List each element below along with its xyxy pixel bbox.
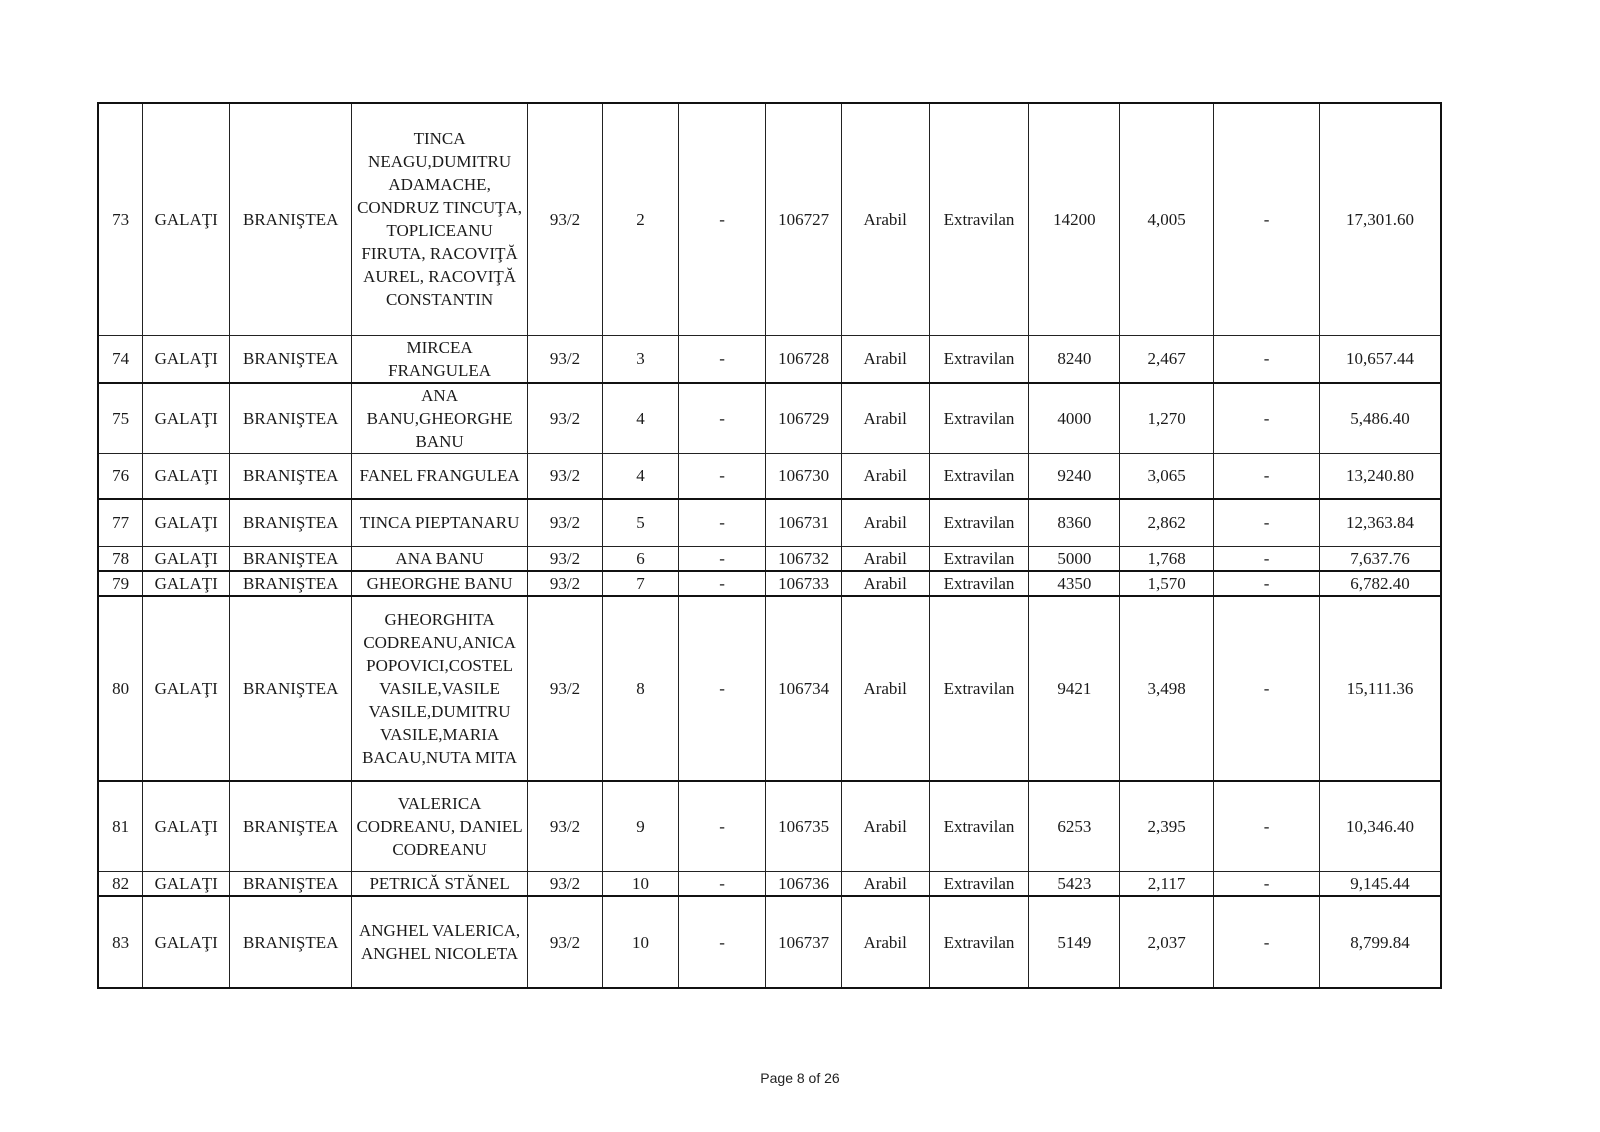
owner-cell: ANA BANU	[352, 546, 527, 571]
placeholder-cell: -	[1214, 896, 1320, 988]
zone-cell: Extravilan	[929, 872, 1029, 897]
owner-cell: MIRCEA FRANGULEA	[352, 335, 527, 383]
county-cell: GALAŢI	[143, 335, 230, 383]
land-use-cell: Arabil	[841, 383, 929, 454]
county-cell: GALAŢI	[143, 781, 230, 872]
cf-cell: -	[678, 896, 766, 988]
table-row	[98, 896, 1441, 988]
tarla-cell: 93/2	[527, 453, 602, 499]
row-number-cell: 74	[98, 335, 143, 383]
placeholder-cell: -	[1214, 453, 1320, 499]
owner-cell: FANEL FRANGULEA	[352, 453, 527, 499]
county-cell: GALAŢI	[143, 103, 230, 335]
amount-cell: 13,240.80	[1320, 453, 1441, 499]
row-number-cell: 75	[98, 383, 143, 454]
row-number-cell: 80	[98, 596, 143, 781]
locality-cell: BRANIŞTEA	[230, 335, 352, 383]
amount-cell: 17,301.60	[1320, 103, 1441, 335]
locality-cell: BRANIŞTEA	[230, 383, 352, 454]
owner-cell: TINCA NEAGU,DUMITRU ADAMACHE, CONDRUZ TINCUŢA, TOPLICEANU FIRUTA, RACOVIŢĂ AUREL, RACOVIŢĂ CONSTANTIN	[352, 103, 527, 335]
tarla-cell: 93/2	[527, 896, 602, 988]
row-number-cell: 83	[98, 896, 143, 988]
parcel-table	[97, 102, 1442, 989]
row-number-cell: 81	[98, 781, 143, 872]
row-number-cell: 73	[98, 103, 143, 335]
cf-cell: -	[678, 499, 766, 546]
cadastral-number-cell: 106728	[766, 335, 841, 383]
table-row	[98, 571, 1441, 596]
unit-value-cell: 2,467	[1120, 335, 1214, 383]
area-cell: 5149	[1029, 896, 1120, 988]
amount-cell: 5,486.40	[1320, 383, 1441, 454]
table-row	[98, 596, 1441, 781]
tarla-cell: 93/2	[527, 872, 602, 897]
cf-cell: -	[678, 596, 766, 781]
unit-value-cell: 1,570	[1120, 571, 1214, 596]
land-use-cell: Arabil	[841, 781, 929, 872]
cadastral-number-cell: 106727	[766, 103, 841, 335]
placeholder-cell: -	[1214, 781, 1320, 872]
cadastral-number-cell: 106734	[766, 596, 841, 781]
tarla-cell: 93/2	[527, 383, 602, 454]
county-cell: GALAŢI	[143, 596, 230, 781]
cf-cell: -	[678, 335, 766, 383]
table-row	[98, 499, 1441, 546]
locality-cell: BRANIŞTEA	[230, 546, 352, 571]
locality-cell: BRANIŞTEA	[230, 872, 352, 897]
placeholder-cell: -	[1214, 872, 1320, 897]
area-cell: 9240	[1029, 453, 1120, 499]
cadastral-number-cell: 106732	[766, 546, 841, 571]
owner-cell: GHEORGHITA CODREANU,ANICA POPOVICI,COSTEL VASILE,VASILE VASILE,DUMITRU VASILE,MARIA BACAU,NUTA MITA	[352, 596, 527, 781]
zone-cell: Extravilan	[929, 781, 1029, 872]
parcel-cell: 10	[603, 872, 678, 897]
parcel-cell: 8	[603, 596, 678, 781]
parcel-cell: 7	[603, 571, 678, 596]
area-cell: 6253	[1029, 781, 1120, 872]
land-use-cell: Arabil	[841, 335, 929, 383]
locality-cell: BRANIŞTEA	[230, 781, 352, 872]
amount-cell: 8,799.84	[1320, 896, 1441, 988]
land-use-cell: Arabil	[841, 571, 929, 596]
amount-cell: 10,346.40	[1320, 781, 1441, 872]
placeholder-cell: -	[1214, 383, 1320, 454]
county-cell: GALAŢI	[143, 546, 230, 571]
tarla-cell: 93/2	[527, 571, 602, 596]
tarla-cell: 93/2	[527, 546, 602, 571]
table-row	[98, 335, 1441, 383]
owner-cell: PETRICĂ STĂNEL	[352, 872, 527, 897]
cf-cell: -	[678, 103, 766, 335]
cf-cell: -	[678, 571, 766, 596]
land-use-cell: Arabil	[841, 896, 929, 988]
table-row	[98, 383, 1441, 454]
area-cell: 4350	[1029, 571, 1120, 596]
unit-value-cell: 2,037	[1120, 896, 1214, 988]
cf-cell: -	[678, 546, 766, 571]
placeholder-cell: -	[1214, 546, 1320, 571]
row-number-cell: 77	[98, 499, 143, 546]
cadastral-number-cell: 106733	[766, 571, 841, 596]
area-cell: 14200	[1029, 103, 1120, 335]
owner-cell: ANA BANU,GHEORGHE BANU	[352, 383, 527, 454]
unit-value-cell: 1,768	[1120, 546, 1214, 571]
land-use-cell: Arabil	[841, 596, 929, 781]
locality-cell: BRANIŞTEA	[230, 499, 352, 546]
parcel-cell: 4	[603, 453, 678, 499]
parcel-cell: 4	[603, 383, 678, 454]
placeholder-cell: -	[1214, 335, 1320, 383]
placeholder-cell: -	[1214, 571, 1320, 596]
cf-cell: -	[678, 453, 766, 499]
unit-value-cell: 2,117	[1120, 872, 1214, 897]
unit-value-cell: 2,862	[1120, 499, 1214, 546]
land-use-cell: Arabil	[841, 103, 929, 335]
owner-cell: GHEORGHE BANU	[352, 571, 527, 596]
zone-cell: Extravilan	[929, 571, 1029, 596]
zone-cell: Extravilan	[929, 896, 1029, 988]
unit-value-cell: 1,270	[1120, 383, 1214, 454]
locality-cell: BRANIŞTEA	[230, 571, 352, 596]
county-cell: GALAŢI	[143, 571, 230, 596]
area-cell: 5423	[1029, 872, 1120, 897]
page-number: Page 8 of 26	[760, 1070, 840, 1086]
land-use-cell: Arabil	[841, 872, 929, 897]
zone-cell: Extravilan	[929, 546, 1029, 571]
cadastral-number-cell: 106730	[766, 453, 841, 499]
tarla-cell: 93/2	[527, 596, 602, 781]
amount-cell: 15,111.36	[1320, 596, 1441, 781]
zone-cell: Extravilan	[929, 383, 1029, 454]
table-row	[98, 453, 1441, 499]
county-cell: GALAŢI	[143, 872, 230, 897]
tarla-cell: 93/2	[527, 781, 602, 872]
placeholder-cell: -	[1214, 596, 1320, 781]
row-number-cell: 82	[98, 872, 143, 897]
unit-value-cell: 3,065	[1120, 453, 1214, 499]
zone-cell: Extravilan	[929, 103, 1029, 335]
zone-cell: Extravilan	[929, 596, 1029, 781]
county-cell: GALAŢI	[143, 383, 230, 454]
zone-cell: Extravilan	[929, 335, 1029, 383]
row-number-cell: 79	[98, 571, 143, 596]
zone-cell: Extravilan	[929, 499, 1029, 546]
table-body	[98, 103, 1441, 988]
area-cell: 4000	[1029, 383, 1120, 454]
parcel-cell: 3	[603, 335, 678, 383]
tarla-cell: 93/2	[527, 499, 602, 546]
land-use-cell: Arabil	[841, 453, 929, 499]
amount-cell: 10,657.44	[1320, 335, 1441, 383]
cf-cell: -	[678, 383, 766, 454]
row-number-cell: 76	[98, 453, 143, 499]
area-cell: 8360	[1029, 499, 1120, 546]
parcel-cell: 6	[603, 546, 678, 571]
owner-cell: TINCA PIEPTANARU	[352, 499, 527, 546]
unit-value-cell: 2,395	[1120, 781, 1214, 872]
county-cell: GALAŢI	[143, 499, 230, 546]
area-cell: 8240	[1029, 335, 1120, 383]
cf-cell: -	[678, 872, 766, 897]
amount-cell: 7,637.76	[1320, 546, 1441, 571]
placeholder-cell: -	[1214, 499, 1320, 546]
owner-cell: ANGHEL VALERICA, ANGHEL NICOLETA	[352, 896, 527, 988]
cadastral-number-cell: 106729	[766, 383, 841, 454]
cf-cell: -	[678, 781, 766, 872]
amount-cell: 6,782.40	[1320, 571, 1441, 596]
land-use-cell: Arabil	[841, 546, 929, 571]
tarla-cell: 93/2	[527, 103, 602, 335]
placeholder-cell: -	[1214, 103, 1320, 335]
area-cell: 9421	[1029, 596, 1120, 781]
unit-value-cell: 4,005	[1120, 103, 1214, 335]
land-use-cell: Arabil	[841, 499, 929, 546]
parcel-cell: 10	[603, 896, 678, 988]
table-row	[98, 546, 1441, 571]
parcel-cell: 2	[603, 103, 678, 335]
locality-cell: BRANIŞTEA	[230, 596, 352, 781]
unit-value-cell: 3,498	[1120, 596, 1214, 781]
amount-cell: 9,145.44	[1320, 872, 1441, 897]
cadastral-number-cell: 106737	[766, 896, 841, 988]
cadastral-number-cell: 106735	[766, 781, 841, 872]
table-row	[98, 103, 1441, 335]
locality-cell: BRANIŞTEA	[230, 453, 352, 499]
locality-cell: BRANIŞTEA	[230, 896, 352, 988]
table-row	[98, 781, 1441, 872]
owner-cell: VALERICA CODREANU, DANIEL CODREANU	[352, 781, 527, 872]
amount-cell: 12,363.84	[1320, 499, 1441, 546]
cadastral-number-cell: 106731	[766, 499, 841, 546]
zone-cell: Extravilan	[929, 453, 1029, 499]
parcel-cell: 9	[603, 781, 678, 872]
row-number-cell: 78	[98, 546, 143, 571]
parcel-cell: 5	[603, 499, 678, 546]
table-row	[98, 872, 1441, 897]
tarla-cell: 93/2	[527, 335, 602, 383]
area-cell: 5000	[1029, 546, 1120, 571]
cadastral-number-cell: 106736	[766, 872, 841, 897]
locality-cell: BRANIŞTEA	[230, 103, 352, 335]
county-cell: GALAŢI	[143, 453, 230, 499]
county-cell: GALAŢI	[143, 896, 230, 988]
